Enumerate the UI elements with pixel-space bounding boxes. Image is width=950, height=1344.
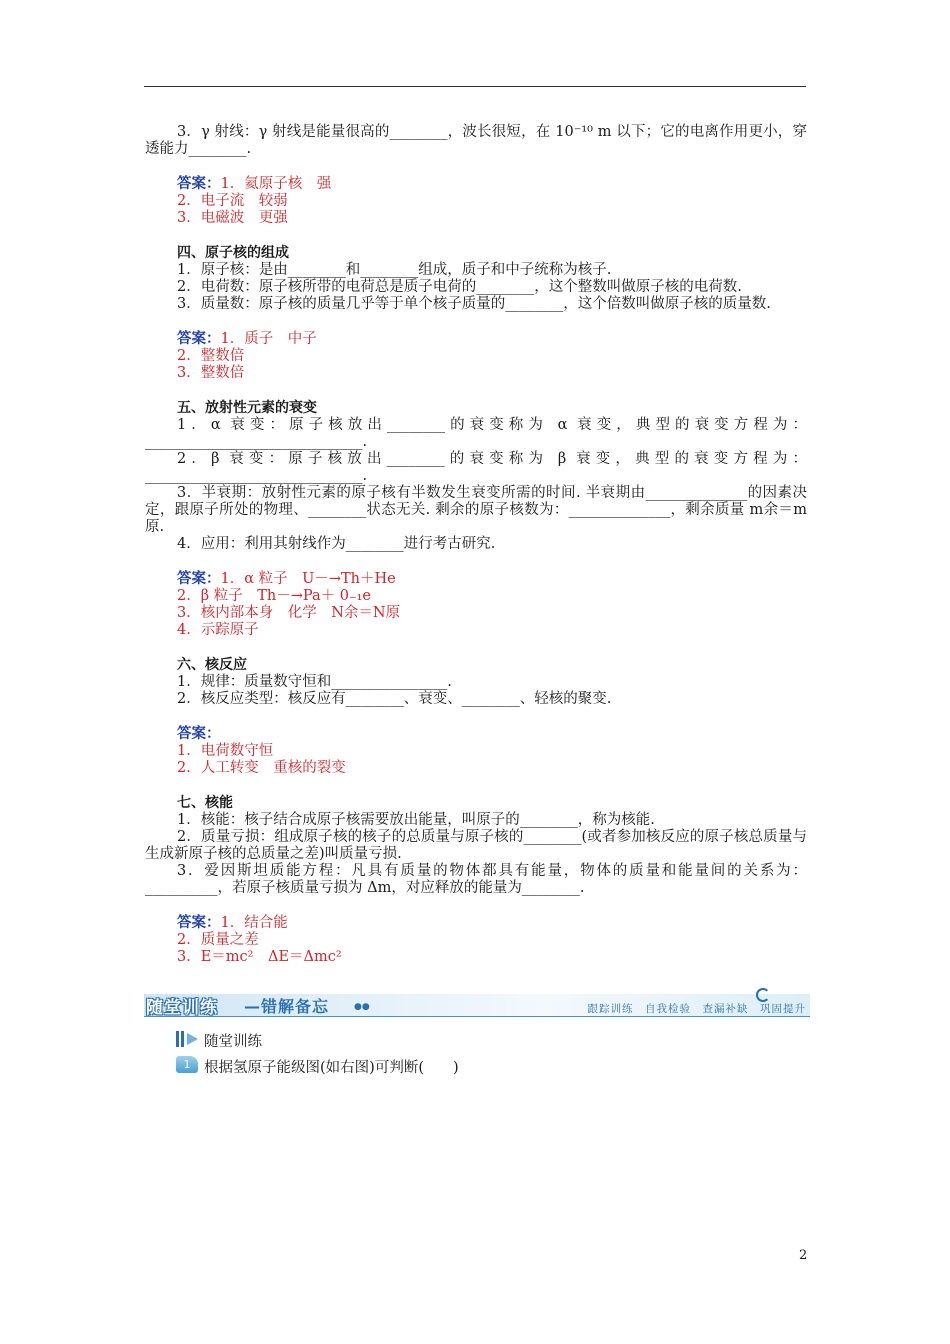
banner-slogan: 跟踪训练 自我检验 查漏补缺 巩固提升	[587, 1003, 806, 1015]
page-number: 2	[799, 1248, 808, 1263]
section-heading: 四、原子核的组成	[177, 245, 289, 261]
answer-first-line	[145, 331, 807, 348]
paragraph: 2．质量亏损：组成原子核的核子的总质量与原子核的________(或者参加核反应的原子核总质量与生成新原子核的总质量之差)叫质量亏损.	[145, 829, 807, 862]
paragraph: 3．爱因斯坦质能方程：凡具有质量的物体都具有能量，物体的质量和能量间的关系为：__________，若原子核质量亏损为 Δm，对应释放的能量为________.	[145, 863, 807, 896]
spacer	[145, 158, 807, 176]
paragraph: 2．核反应类型：核反应有________、衰变、________、轻核的聚变.	[177, 691, 612, 707]
answer-block	[145, 571, 807, 639]
answer-line: 3．电磁波 更强	[177, 210, 288, 226]
answer-text: 1．α 粒子 U－→Th＋He	[220, 571, 396, 587]
paragraph: 1．核能：核子结合成原子核需要放出能量，叫原子的________，称为核能.	[177, 812, 655, 828]
paragraph: 3．质量数：原子核的质量几乎等于单个核子质量的________，这个倍数叫做原子核的质量数.	[177, 296, 771, 312]
question-number-badge: 1	[176, 1056, 198, 1073]
answer-line: 4．示踪原子	[177, 622, 259, 638]
answer-block	[145, 726, 807, 777]
spacer	[145, 553, 807, 571]
answer-label: 答案：	[177, 571, 221, 587]
banner-ring-icon	[756, 988, 770, 1002]
spacer	[145, 313, 807, 331]
practice-tag-label: 随堂训练	[204, 1034, 262, 1050]
answer-line: 2．β 粒子 Th－→Pa＋ 0₋₁e	[177, 588, 372, 604]
spacer	[145, 639, 807, 657]
answer-line: 1．电荷数守恒	[177, 743, 274, 759]
answer-block	[145, 331, 807, 382]
double-bar-arrow-icon	[176, 1031, 200, 1047]
document-body	[145, 124, 807, 966]
section-heading: 七、核能	[177, 795, 233, 811]
answer-first-line	[145, 176, 807, 193]
answer-line: 2．人工转变 重核的裂变	[177, 760, 346, 776]
answer-block	[145, 176, 807, 227]
answer-line: 2．质量之差	[177, 932, 259, 948]
header-rule	[144, 86, 806, 87]
answer-label: 答案：	[177, 726, 221, 742]
answer-first-line	[145, 726, 807, 743]
answer-first-line	[145, 915, 807, 932]
spacer	[145, 227, 807, 245]
paragraph: 4．应用：利用其射线作为________进行考古研究.	[177, 536, 496, 552]
banner-dots-icon: ●●	[354, 1002, 370, 1012]
answer-label: 答案：	[177, 331, 221, 347]
spacer	[145, 382, 807, 400]
spacer	[145, 897, 807, 915]
answer-line: 2．电子流 较弱	[177, 193, 288, 209]
answer-line: 2．整数倍	[177, 348, 245, 364]
paragraph: 2．β 衰变：原子核放出________的衰变称为 β 衰变，典型的衰变方程为：______________________________.	[145, 451, 807, 484]
paragraph: 3．γ 射线：γ 射线是能量很高的________，波长很短，在 10⁻¹⁰ m 以下；它的电离作用更小，穿透能力________.	[145, 124, 807, 157]
answer-block	[145, 915, 807, 966]
answer-label: 答案：	[177, 915, 221, 931]
section-heading: 五、放射性元素的衰变	[177, 400, 317, 416]
spacer	[145, 777, 807, 795]
banner-title: 随堂训练	[146, 998, 218, 1018]
paragraph: 1．原子核：是由________和________组成，质子和中子统称为核子.	[177, 262, 612, 278]
banner-subtitle: —错解备忘	[244, 997, 330, 1016]
paragraph: 1．α 衰变：原子核放出________的衰变称为 α 衰变，典型的衰变方程为：______________________________.	[145, 417, 807, 450]
answer-text: 1．氦原子核 强	[220, 176, 332, 192]
answer-text: 1．质子 中子	[220, 331, 317, 347]
answer-first-line	[145, 571, 807, 588]
answer-text: 1．结合能	[220, 915, 288, 931]
answer-line: 3．E＝mc² ΔE＝Δmc²	[177, 949, 342, 965]
paragraph: 2．电荷数：原子核所带的电荷总是质子电荷的________，这个整数叫做原子核的电荷数.	[177, 279, 742, 295]
spacer	[145, 708, 807, 726]
answer-line: 3．整数倍	[177, 365, 245, 381]
practice-banner	[144, 990, 810, 1020]
answer-label: 答案：	[177, 176, 221, 192]
paragraph: 3．半衰期：放射性元素的原子核有半数发生衰变所需的时间. 半衰期由______________的因素决定，跟原子所处的物理、________状态无关. 剩余的原子核数为：______________，剩余质量 m余＝m原.	[145, 485, 807, 535]
question-1-text: 根据氢原子能级图(如右图)可判断( )	[204, 1060, 459, 1076]
section-heading: 六、核反应	[177, 657, 247, 673]
paragraph: 1．规律：质量数守恒和________________.	[177, 674, 452, 690]
answer-line: 3．核内部本身 化学 N余＝N原	[177, 605, 401, 621]
